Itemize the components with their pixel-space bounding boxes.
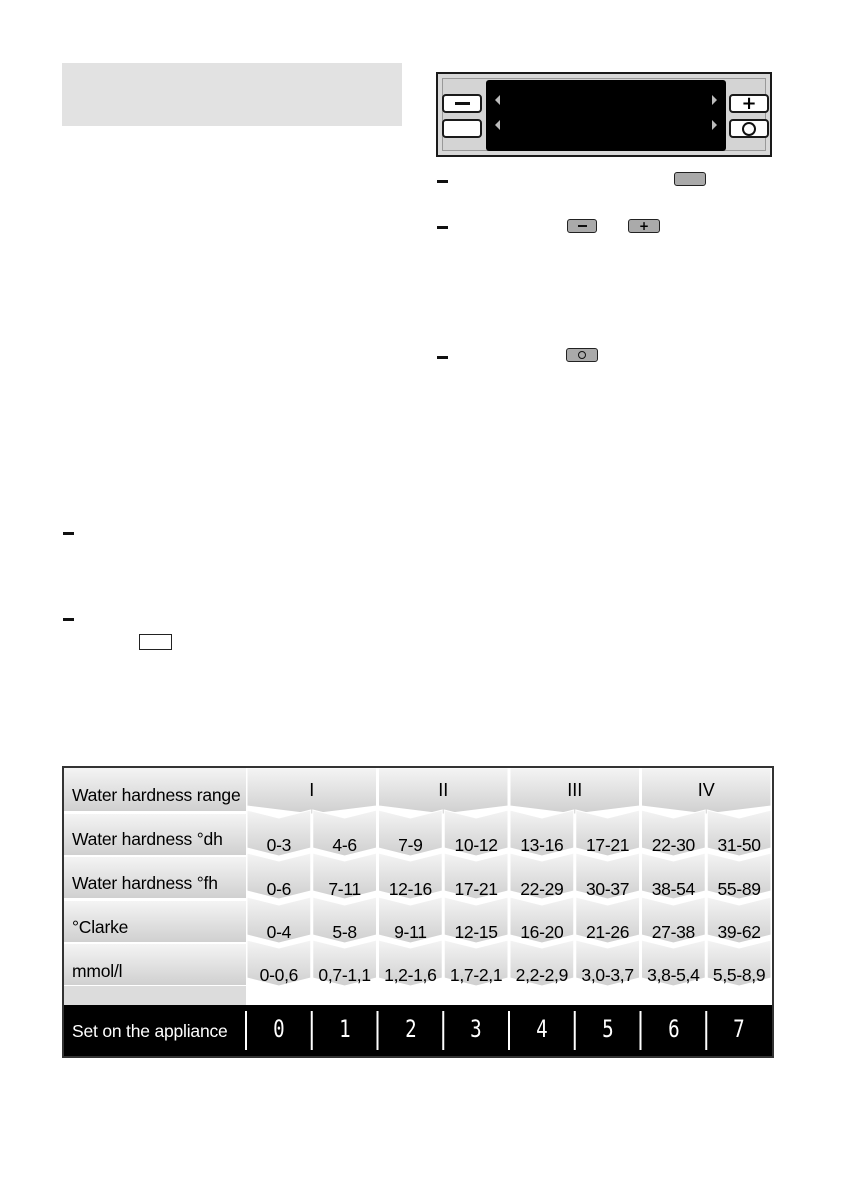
value-cell: 17-21 bbox=[585, 835, 630, 855]
value-cell: 38-54 bbox=[651, 879, 695, 899]
plus-key-inline bbox=[628, 219, 660, 233]
blank-key-outline bbox=[139, 634, 172, 650]
arrow-left-icon bbox=[495, 120, 500, 130]
ok-key-inline bbox=[566, 348, 598, 362]
blank-key-inline bbox=[674, 172, 706, 186]
section-heading-box bbox=[62, 63, 402, 126]
row-label: Water hardness range bbox=[72, 785, 241, 805]
value-cell: 0-4 bbox=[266, 922, 292, 942]
value-cell: 30-37 bbox=[585, 879, 630, 899]
value-cell: 7-9 bbox=[398, 835, 423, 855]
setting-digit: 4 bbox=[536, 1015, 548, 1043]
setting-digit: 3 bbox=[470, 1015, 482, 1043]
list-dash bbox=[63, 618, 74, 621]
list-dash bbox=[437, 356, 448, 359]
arrow-right-icon bbox=[712, 120, 717, 130]
arrow-right-icon bbox=[712, 95, 717, 105]
setting-digit: 0 bbox=[273, 1015, 285, 1043]
blank-button[interactable] bbox=[442, 119, 482, 138]
water-hardness-table bbox=[62, 766, 774, 1058]
range-name: II bbox=[438, 780, 449, 800]
value-cell: 9-11 bbox=[394, 922, 427, 942]
value-cell: 0-3 bbox=[266, 835, 292, 855]
value-cell: 1,7-2,1 bbox=[449, 965, 503, 985]
display-screen bbox=[486, 80, 726, 151]
plus-icon: + bbox=[741, 92, 757, 114]
value-cell: 22-30 bbox=[651, 835, 695, 855]
circle-icon bbox=[578, 351, 586, 359]
arrow-left-icon bbox=[495, 95, 500, 105]
value-cell: 5,5-8,9 bbox=[712, 965, 766, 985]
value-cell: 39-62 bbox=[717, 922, 761, 942]
range-name: I bbox=[309, 780, 315, 800]
value-cell: 12-16 bbox=[388, 879, 432, 899]
ok-button[interactable] bbox=[729, 119, 769, 138]
row-label: mmol/l bbox=[72, 961, 123, 981]
value-cell: 0-0,6 bbox=[259, 965, 299, 985]
value-cell: 22-29 bbox=[520, 879, 564, 899]
value-cell: 21-26 bbox=[585, 922, 630, 942]
minus-button[interactable] bbox=[442, 94, 482, 113]
value-cell: 0,7-1,1 bbox=[318, 965, 371, 985]
plus-icon: + bbox=[638, 219, 650, 233]
setting-digit: 1 bbox=[338, 1015, 351, 1043]
circle-icon bbox=[742, 122, 756, 136]
value-cell: 13-16 bbox=[520, 835, 564, 855]
plus-button[interactable] bbox=[729, 94, 769, 113]
list-dash bbox=[63, 532, 74, 535]
setting-digit: 2 bbox=[404, 1015, 417, 1043]
row-label: Water hardness °dh bbox=[72, 829, 223, 849]
value-cell: 4-6 bbox=[332, 835, 357, 855]
value-cell: 16-20 bbox=[520, 922, 564, 942]
list-dash bbox=[437, 226, 448, 229]
row-label-settings: Set on the appliance bbox=[72, 1021, 228, 1041]
setting-digit: 7 bbox=[733, 1015, 745, 1043]
value-cell: 17-21 bbox=[454, 879, 498, 899]
row-label-band bbox=[64, 986, 246, 1005]
value-cell: 2,2-2,9 bbox=[515, 965, 569, 985]
row-label: °Clarke bbox=[72, 917, 129, 937]
value-cell: 5-8 bbox=[332, 922, 357, 942]
setting-digit: 5 bbox=[601, 1015, 614, 1043]
value-cell: 0-6 bbox=[266, 879, 292, 899]
value-cell: 12-15 bbox=[454, 922, 498, 942]
minus-key-inline bbox=[567, 219, 597, 233]
row-label: Water hardness °fh bbox=[72, 873, 218, 893]
value-cell: 3,8-5,4 bbox=[647, 965, 700, 985]
value-cell: 7-11 bbox=[328, 879, 361, 899]
list-dash bbox=[437, 180, 448, 183]
range-name: IV bbox=[697, 780, 715, 800]
value-cell: 55-89 bbox=[717, 879, 761, 899]
value-cell: 1,2-1,6 bbox=[384, 965, 437, 985]
value-cell: 10-12 bbox=[454, 835, 498, 855]
value-cell: 27-38 bbox=[651, 922, 695, 942]
value-cell: 3,0-3,7 bbox=[581, 965, 634, 985]
minus-icon bbox=[578, 225, 587, 227]
setting-digit: 6 bbox=[667, 1015, 680, 1043]
range-name: III bbox=[567, 780, 583, 800]
value-cell: 31-50 bbox=[717, 835, 761, 855]
minus-icon bbox=[455, 102, 470, 105]
